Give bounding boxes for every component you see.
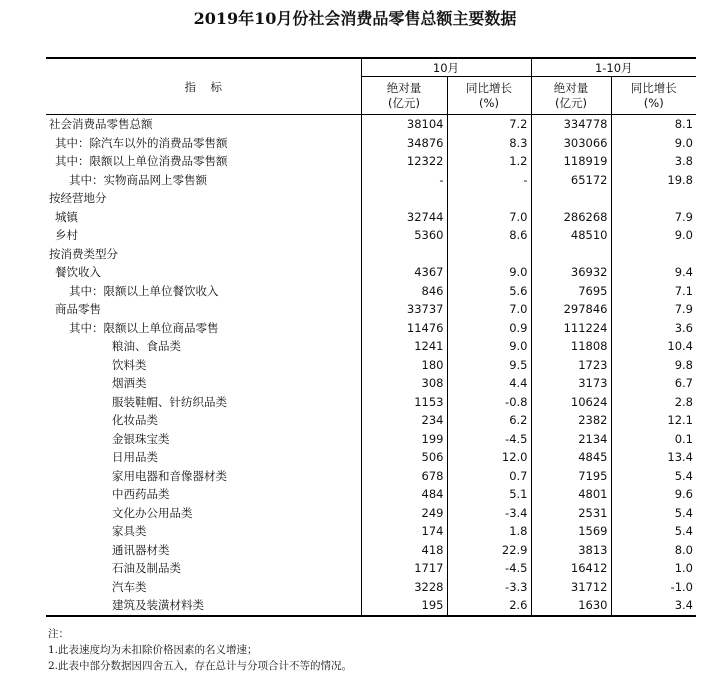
table-row — [46, 596, 696, 616]
month-absolute-cell: 12322 — [361, 152, 447, 171]
row-label: 按经营地分 — [49, 191, 107, 206]
row-label: 乡村 — [55, 228, 78, 243]
cumulative-yoy-cell: 5.4 — [611, 522, 696, 541]
month-yoy-cell: 0.7 — [447, 467, 531, 486]
table-row — [46, 393, 696, 412]
cumulative-absolute-cell: 7195 — [531, 467, 611, 486]
row-label: 金银珠宝类 — [112, 431, 170, 446]
row-label: 家具类 — [112, 524, 147, 539]
row-label: 汽车类 — [112, 579, 147, 594]
table-row — [46, 541, 696, 560]
row-label: 其中：限额以上单位消费品零售额 — [55, 154, 228, 169]
month-absolute-cell: - — [361, 171, 447, 190]
table-row — [46, 485, 696, 504]
month-yoy-cell: 1.8 — [447, 522, 531, 541]
cumulative-yoy-cell: 5.4 — [611, 504, 696, 523]
page-title: 2019年10月份社会消费品零售总额主要数据 — [193, 9, 517, 28]
note-item: 1.此表速度均为未扣除价格因素的名义增速； — [48, 644, 258, 656]
month-absolute-cell: 5360 — [361, 226, 447, 245]
month-absolute-cell — [361, 245, 447, 264]
table-row — [46, 263, 696, 282]
row-label: 餐饮收入 — [55, 265, 101, 280]
month-yoy-cell: 9.0 — [447, 263, 531, 282]
month-yoy-header: 同比增长 (%) — [447, 77, 531, 115]
month-yoy-cell: 1.2 — [447, 152, 531, 171]
month-yoy-cell: -3.4 — [447, 504, 531, 523]
cumulative-yoy-cell — [611, 189, 696, 208]
month-yoy-cell: 5.6 — [447, 282, 531, 301]
cumulative-yoy-cell: 6.7 — [611, 374, 696, 393]
month-yoy-cell: 22.9 — [447, 541, 531, 560]
month-yoy-cell: 8.6 — [447, 226, 531, 245]
table-row — [46, 319, 696, 338]
table-row — [46, 300, 696, 319]
row-label: 粮油、食品类 — [112, 339, 181, 354]
month-yoy-cell: 0.9 — [447, 319, 531, 338]
month-yoy-cell — [447, 245, 531, 264]
cumulative-yoy-cell: 2.8 — [611, 393, 696, 412]
month-yoy-cell: 7.0 — [447, 300, 531, 319]
month-yoy-cell: 2.6 — [447, 596, 531, 616]
cumulative-yoy-cell: 3.6 — [611, 319, 696, 338]
month-absolute-cell: 484 — [361, 485, 447, 504]
row-label: 商品零售 — [55, 302, 101, 317]
table-row — [46, 430, 696, 449]
table-row — [46, 467, 696, 486]
month-yoy-cell: 12.0 — [447, 448, 531, 467]
cumulative-absolute-cell: 3813 — [531, 541, 611, 560]
month-yoy-cell: -0.8 — [447, 393, 531, 412]
row-label: 烟酒类 — [112, 376, 147, 391]
cumulative-yoy-cell — [611, 245, 696, 264]
month-group-header: 10月 — [361, 58, 531, 77]
table-row — [46, 282, 696, 301]
row-label: 中西药品类 — [112, 487, 170, 502]
row-label: 其中：限额以上单位餐饮收入 — [69, 283, 219, 298]
cumulative-yoy-cell: 13.4 — [611, 448, 696, 467]
cumulative-yoy-cell: 10.4 — [611, 337, 696, 356]
table-row — [46, 374, 696, 393]
table-row — [46, 578, 696, 597]
table-row — [46, 337, 696, 356]
cumulative-yoy-cell: 8.1 — [611, 115, 696, 134]
table-row — [46, 559, 696, 578]
row-label: 服装鞋帽、针纺织品类 — [112, 394, 227, 409]
note-item: 2.此表中部分数据因四舍五入，存在总计与分项合计不等的情况。 — [48, 660, 353, 672]
cumulative-absolute-cell: 2531 — [531, 504, 611, 523]
cumulative-absolute-cell: 31712 — [531, 578, 611, 597]
cumulative-absolute-cell — [531, 189, 611, 208]
month-absolute-cell: 1153 — [361, 393, 447, 412]
month-absolute-cell: 308 — [361, 374, 447, 393]
month-yoy-cell: 9.5 — [447, 356, 531, 375]
row-label: 文化办公用品类 — [112, 505, 193, 520]
table-row — [46, 152, 696, 171]
cumulative-absolute-cell: 334778 — [531, 115, 611, 134]
cumulative-yoy-cell: 9.4 — [611, 263, 696, 282]
cumulative-absolute-cell: 111224 — [531, 319, 611, 338]
row-label: 建筑及装潢材料类 — [46, 596, 361, 616]
cumulative-absolute-cell: 16412 — [531, 559, 611, 578]
cumulative-absolute-cell: 1723 — [531, 356, 611, 375]
cumulative-yoy-cell: 5.4 — [611, 467, 696, 486]
cumulative-yoy-cell: 1.0 — [611, 559, 696, 578]
cumulative-absolute-cell: 1569 — [531, 522, 611, 541]
cumulative-yoy-cell: 7.1 — [611, 282, 696, 301]
retail-sales-table — [46, 57, 696, 617]
month-yoy-cell: 6.2 — [447, 411, 531, 430]
month-yoy-cell: -3.3 — [447, 578, 531, 597]
table-row — [46, 134, 696, 153]
cumulative-yoy-cell: 8.0 — [611, 541, 696, 560]
indicator-header: 指 标 — [46, 58, 361, 115]
row-label: 化妆品类 — [112, 413, 158, 428]
cumulative-yoy-cell: 9.6 — [611, 485, 696, 504]
month-absolute-cell — [361, 189, 447, 208]
cumulative-absolute-cell: 297846 — [531, 300, 611, 319]
cumulative-absolute-cell: 2382 — [531, 411, 611, 430]
month-absolute-cell: 3228 — [361, 578, 447, 597]
month-absolute-cell: 180 — [361, 356, 447, 375]
cumulative-yoy-cell: 7.9 — [611, 300, 696, 319]
cumulative-absolute-cell: 36932 — [531, 263, 611, 282]
cumulative-absolute-cell — [531, 245, 611, 264]
table-row — [46, 115, 696, 134]
month-absolute-cell: 418 — [361, 541, 447, 560]
cumulative-absolute-cell: 7695 — [531, 282, 611, 301]
cumulative-absolute-header: 绝对量 (亿元) — [531, 77, 611, 115]
cumulative-absolute-cell: 48510 — [531, 226, 611, 245]
cumulative-absolute-cell: 303066 — [531, 134, 611, 153]
month-absolute-cell: 1717 — [361, 559, 447, 578]
row-label: 日用品类 — [112, 450, 158, 465]
cumulative-yoy-header: 同比增长 (%) — [611, 77, 696, 115]
row-label: 其中：实物商品网上零售额 — [69, 172, 207, 187]
month-absolute-cell: 174 — [361, 522, 447, 541]
table-row — [46, 356, 696, 375]
cumulative-absolute-cell: 11808 — [531, 337, 611, 356]
month-yoy-cell: 4.4 — [447, 374, 531, 393]
cumulative-absolute-cell: 4845 — [531, 448, 611, 467]
month-yoy-cell: 7.0 — [447, 208, 531, 227]
month-absolute-cell: 234 — [361, 411, 447, 430]
cumulative-yoy-cell: 3.8 — [611, 152, 696, 171]
month-yoy-cell: - — [447, 171, 531, 190]
month-yoy-cell: -4.5 — [447, 559, 531, 578]
row-label: 社会消费品零售总额 — [49, 117, 153, 132]
month-absolute-cell: 11476 — [361, 319, 447, 338]
cumulative-absolute-cell: 3173 — [531, 374, 611, 393]
month-absolute-cell: 678 — [361, 467, 447, 486]
cumulative-absolute-cell: 65172 — [531, 171, 611, 190]
cumulative-yoy-cell: 9.0 — [611, 134, 696, 153]
row-label: 饮料类 — [112, 357, 147, 372]
cumulative-absolute-cell: 2134 — [531, 430, 611, 449]
row-label: 石油及制品类 — [112, 561, 181, 576]
table-row — [46, 171, 696, 190]
month-absolute-cell: 195 — [361, 596, 447, 616]
month-yoy-cell — [447, 189, 531, 208]
cumulative-absolute-cell: 4801 — [531, 485, 611, 504]
month-absolute-cell: 32744 — [361, 208, 447, 227]
cumulative-absolute-cell: 1630 — [531, 596, 611, 616]
month-absolute-header: 绝对量 (亿元) — [361, 77, 447, 115]
cumulative-yoy-cell: 19.8 — [611, 171, 696, 190]
table-row — [46, 411, 696, 430]
cumulative-yoy-cell: 3.4 — [611, 596, 696, 616]
table-row — [46, 189, 696, 208]
cumulative-group-header: 1-10月 — [531, 58, 696, 77]
table-row — [46, 226, 696, 245]
table-row — [46, 245, 696, 264]
notes — [48, 626, 352, 674]
cumulative-yoy-cell: -1.0 — [611, 578, 696, 597]
cumulative-yoy-cell: 9.0 — [611, 226, 696, 245]
cumulative-yoy-cell: 9.8 — [611, 356, 696, 375]
table-row — [46, 522, 696, 541]
table-row — [46, 504, 696, 523]
cumulative-yoy-cell: 12.1 — [611, 411, 696, 430]
month-yoy-cell: 8.3 — [447, 134, 531, 153]
table-row — [46, 448, 696, 467]
cumulative-absolute-cell: 10624 — [531, 393, 611, 412]
month-absolute-cell: 249 — [361, 504, 447, 523]
month-absolute-cell: 199 — [361, 430, 447, 449]
row-label: 城镇 — [55, 209, 78, 224]
month-yoy-cell: 7.2 — [447, 115, 531, 134]
month-absolute-cell: 846 — [361, 282, 447, 301]
month-absolute-cell: 4367 — [361, 263, 447, 282]
cumulative-absolute-cell: 118919 — [531, 152, 611, 171]
month-yoy-cell: 9.0 — [447, 337, 531, 356]
cumulative-yoy-cell: 0.1 — [611, 430, 696, 449]
row-label: 按消费类型分 — [49, 246, 118, 261]
row-label: 家用电器和音像器材类 — [112, 468, 227, 483]
month-absolute-cell: 33737 — [361, 300, 447, 319]
month-absolute-cell: 1241 — [361, 337, 447, 356]
month-absolute-cell: 34876 — [361, 134, 447, 153]
row-label: 其中：限额以上单位商品零售 — [69, 320, 219, 335]
table-row — [46, 208, 696, 227]
cumulative-absolute-cell: 286268 — [531, 208, 611, 227]
row-label: 通讯器材类 — [112, 542, 170, 557]
month-absolute-cell: 506 — [361, 448, 447, 467]
month-absolute-cell: 38104 — [361, 115, 447, 134]
month-yoy-cell: 5.1 — [447, 485, 531, 504]
cumulative-yoy-cell: 7.9 — [611, 208, 696, 227]
month-yoy-cell: -4.5 — [447, 430, 531, 449]
row-label: 其中：除汽车以外的消费品零售额 — [55, 135, 228, 150]
notes-label: 注： — [48, 628, 69, 640]
